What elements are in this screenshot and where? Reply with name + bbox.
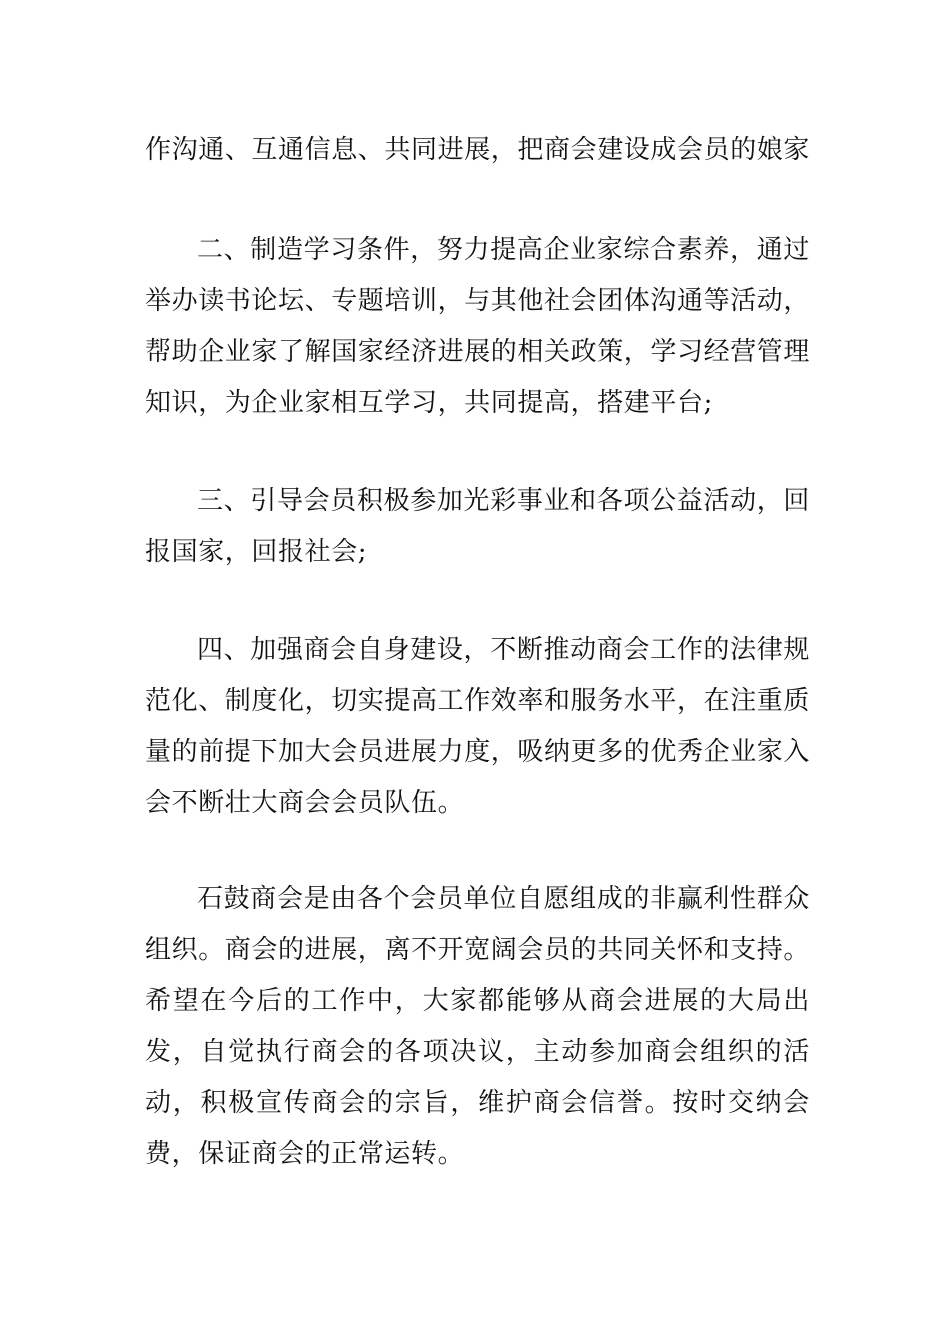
paragraph-item-two: 二、制造学习条件，努力提高企业家综合素养，通过举办读书论坛、专题培训，与其他社会团体沟通等活动，帮助企业家了解国家经济进展的相关政策，学习经营管理知识，为企业家相互学习，共同提高，搭建平台; (145, 235, 811, 418)
paragraph-continuation: 作沟通、互通信息、共同进展，把商会建设成会员的娘家 (145, 135, 811, 165)
paragraph-closing: 石鼓商会是由各个会员单位自愿组成的非赢利性群众组织。商会的进展，离不开宽阔会员的共同关怀和支持。希望在今后的工作中，大家都能够从商会进展的大局出发，自觉执行商会的各项决议，主动参加商会组织的活动，积极宣传商会的宗旨，维护商会信誉。按时交纳会费，保证商会的正常运转。 (145, 884, 811, 1169)
paragraph-item-four: 四、加强商会自身建设，不断推动商会工作的法律规范化、制度化，切实提高工作效率和服务水平，在注重质量的前提下加大会员进展力度，吸纳更多的优秀企业家入会不断壮大商会会员队伍。 (145, 635, 811, 818)
paragraph-item-three: 三、引导会员积极参加光彩事业和各项公益活动，回报国家，回报社会; (145, 486, 810, 567)
